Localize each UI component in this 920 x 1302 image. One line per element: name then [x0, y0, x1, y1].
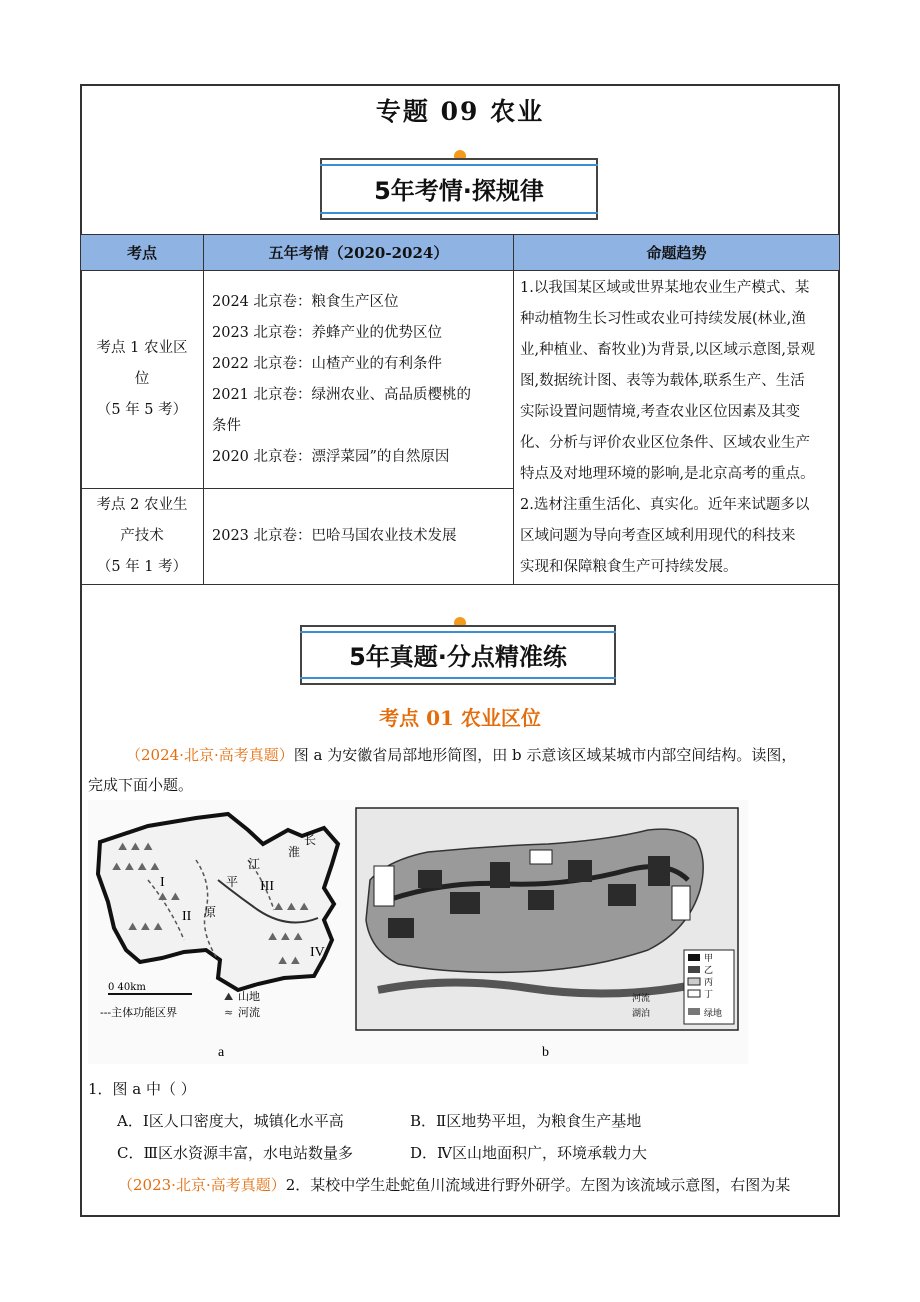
- legend-mountain: 山地: [238, 990, 260, 1003]
- map-label: 长: [304, 833, 317, 847]
- exam-item: 2022 北京卷：山楂产业的有利条件: [212, 355, 443, 372]
- point-line: 产技术: [120, 528, 164, 544]
- table-header: 考点: [81, 235, 204, 271]
- exam-item: 2020 北京卷：漂浮菜园”的自然原因: [212, 448, 450, 465]
- trend-line: 实现和保障粮食生产可持续发展。: [520, 558, 738, 575]
- map-figure-svg: [88, 800, 748, 1064]
- map-label: 淮: [288, 845, 301, 859]
- exam-table: [80, 234, 840, 585]
- region-label: II: [182, 909, 192, 924]
- map-caption: a: [218, 1045, 225, 1060]
- trend-line: 化、分析与评价农业区位条件、区域农业生产: [520, 434, 810, 451]
- map-label: 原: [204, 905, 217, 919]
- banner-label: 5年真题·分点精准练: [349, 643, 567, 671]
- point-line: （5 年 5 考）: [96, 402, 188, 418]
- trend-cell: [514, 271, 840, 585]
- legend-river: 河流: [238, 1006, 260, 1019]
- banner-label: 5年考情·探规律: [374, 177, 544, 205]
- figure-maps: [88, 800, 748, 1064]
- trend-line: 区域问题为导向考查区域利用现代的科技来: [520, 527, 796, 544]
- option-d[interactable]: D．Ⅳ区山地面积广，环境承载力大: [410, 1144, 648, 1162]
- exam-items-cell: [204, 271, 514, 489]
- region-label: IV: [310, 945, 325, 960]
- legend-item: 丙: [704, 978, 714, 988]
- trend-line: 2.选材注重生活化、真实化。近年来试题多以: [520, 496, 810, 513]
- svg-text:⛰ ⛰ ⛰: ⛰ ⛰ ⛰: [118, 840, 153, 853]
- question-2-intro: [88, 1170, 834, 1200]
- svg-text:⛰: ⛰: [224, 990, 234, 1003]
- question-text: 2．某校中学生赴蛇鱼川流域进行野外研学。左图为该流域示意图，右图为某: [285, 1176, 791, 1194]
- exam-items-cell: [204, 489, 514, 585]
- point-line: 考点 2 农业生: [96, 497, 188, 513]
- exam-point-cell: [81, 271, 204, 489]
- region-label: III: [260, 879, 274, 894]
- exam-item: 2023 北京卷：巴哈马国农业技术发展: [212, 528, 457, 544]
- trend-line: 图,数据统计图、表等为载体,联系生产、生活: [520, 372, 805, 389]
- table-header: 命题趋势: [514, 235, 840, 271]
- option-c[interactable]: C．Ⅲ区水资源丰富，水电站数量多: [117, 1144, 353, 1162]
- page-title: 专题 09 农业: [375, 97, 545, 126]
- legend-item: 丁: [704, 990, 714, 1000]
- legend-item: 河流: [632, 994, 651, 1004]
- exam-point-cell: [81, 489, 204, 585]
- table-header-row: [81, 235, 840, 271]
- legend-item: 绿地: [704, 1009, 723, 1019]
- exam-item: 2024 北京卷：粮食生产区位: [212, 293, 399, 310]
- map-caption: b: [542, 1045, 549, 1060]
- point-line: （5 年 1 考）: [96, 559, 188, 575]
- svg-text:⛰ ⛰: ⛰ ⛰: [158, 890, 180, 903]
- option-b[interactable]: B．Ⅱ区地势平坦，为粮食生产基地: [410, 1112, 642, 1130]
- region-label: I: [160, 875, 165, 890]
- svg-text:⛰ ⛰ ⛰ ⛰: ⛰ ⛰ ⛰ ⛰: [112, 860, 160, 873]
- legend-item: 甲: [704, 954, 714, 964]
- exam-item: 条件: [212, 417, 241, 434]
- table-row: [81, 271, 840, 489]
- banner-exam-trends: [320, 158, 598, 220]
- map-a: [98, 814, 338, 1060]
- trend-line: 特点及对地理环境的影响,是北京高考的重点。: [520, 465, 815, 482]
- exam-item: 2023 北京卷：养蜂产业的优势区位: [212, 324, 443, 341]
- question-stem: 1．图 a 中（ ）: [88, 1080, 196, 1098]
- svg-text:⛰ ⛰ ⛰: ⛰ ⛰ ⛰: [268, 930, 303, 943]
- question-intro: [88, 740, 834, 800]
- question-text: 完成下面小题。: [88, 776, 194, 794]
- svg-text:⛰ ⛰ ⛰: ⛰ ⛰ ⛰: [274, 900, 309, 913]
- map-scale: 0 40km: [108, 982, 146, 993]
- map-label: 江: [248, 857, 261, 871]
- map-label: 平: [226, 875, 239, 889]
- trend-line: 实际设置问题情境,考查农业区位因素及其变: [520, 403, 801, 420]
- svg-text:≈: ≈: [224, 1006, 234, 1019]
- map-b: [356, 808, 738, 1060]
- trend-line: 1.以我国某区域或世界某地农业生产模式、某: [520, 279, 810, 296]
- section-title: 考点 01 农业区位: [379, 706, 541, 730]
- question-text: 图 a 为安徽省局部地形简图，田 b 示意该区域某城市内部空间结构。读图，: [293, 746, 797, 764]
- exam-item: 2021 北京卷：绿洲农业、高品质樱桃的: [212, 386, 472, 403]
- point-line: 位: [134, 371, 150, 387]
- legend-boundary: ---主体功能区界: [100, 1006, 178, 1019]
- legend-item: 乙: [704, 966, 714, 976]
- legend-item: 湖泊: [632, 1009, 651, 1019]
- trend-line: 业,种植业、畜牧业)为背景,以区域示意图,景观: [520, 341, 815, 358]
- question-source: （2023·北京·高考真题）: [118, 1176, 286, 1194]
- banner-real-questions: [300, 625, 616, 685]
- option-a[interactable]: A．Ⅰ区人口密度大，城镇化水平高: [117, 1112, 344, 1130]
- question-source: （2024·北京·高考真题）: [126, 746, 294, 764]
- svg-text:⛰ ⛰: ⛰ ⛰: [278, 954, 300, 967]
- point-line: 考点 1 农业区: [96, 340, 188, 356]
- table-header: 五年考情（2020-2024）: [204, 235, 514, 271]
- svg-text:⛰ ⛰ ⛰: ⛰ ⛰ ⛰: [128, 920, 163, 933]
- trend-line: 种动植物生长习性或农业可持续发展(林业,渔: [520, 310, 806, 327]
